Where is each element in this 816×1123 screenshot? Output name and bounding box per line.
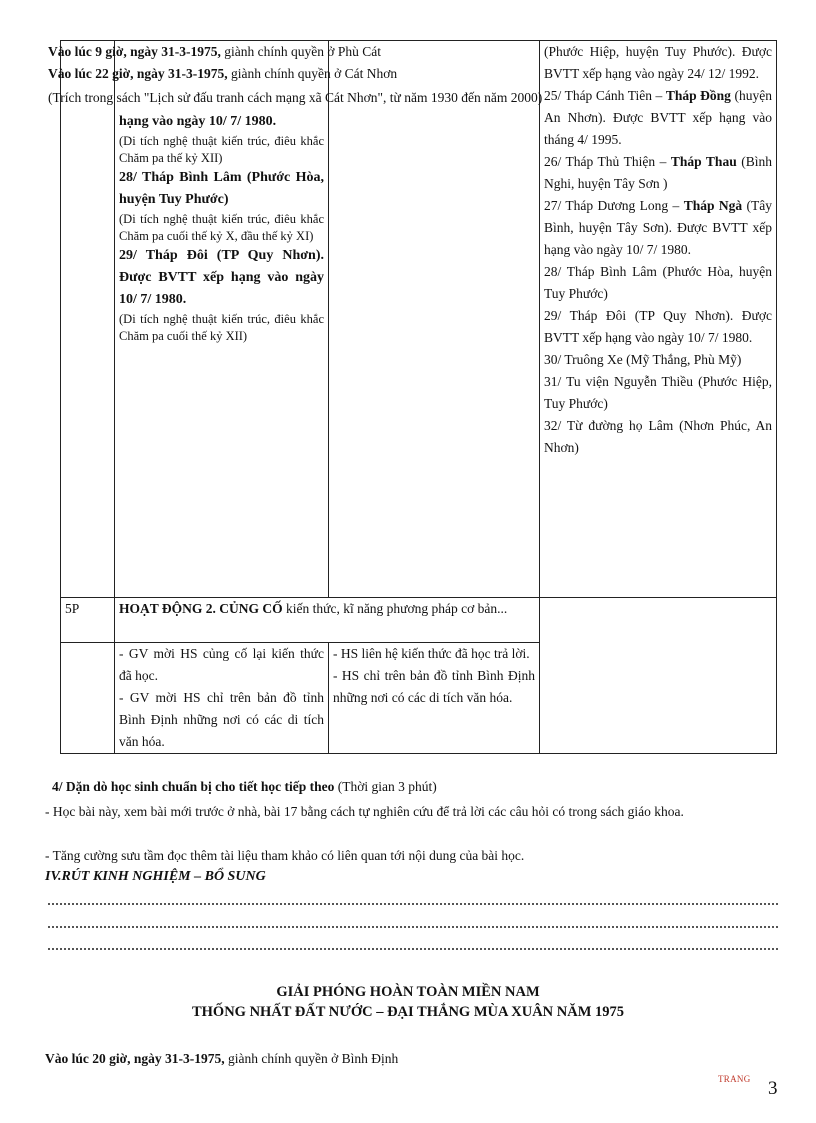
activity-title: HOẠT ĐỘNG 2. CỦNG CỐ kiến thức, kĩ năng phương pháp cơ bản... (115, 598, 540, 643)
sites-cell (115, 41, 329, 598)
site-list-cell (540, 41, 777, 598)
page-label: TRANG (718, 1074, 751, 1084)
time-cell (61, 41, 115, 598)
site-title: 28/ Tháp Bình Lâm (Phước Hòa, huyện Tuy Phước) (119, 170, 324, 207)
overlap-line-2: Vào lúc 22 giờ, ngày 31-3-1975, giành chính quyền ở Cát Nhơn (48, 66, 398, 81)
page-number: 3 (768, 1078, 778, 1099)
site-list-item: 29/ Tháp Đôi (TP Quy Nhơn). Được BVTT xếp hạng vào ngày 10/ 7/ 1980. (544, 308, 772, 345)
table-row (61, 41, 777, 598)
student-activity: - HS liên hệ kiến thức đã học trả lời. - HS chỉ trên bản đồ tỉnh Bình Định những nơi có các di tích văn hóa. (329, 643, 540, 754)
site-title: 29/ Tháp Đôi (TP Quy Nhơn). Được BVTT xếp hạng vào ngày 10/ 7/ 1980. (119, 248, 324, 307)
overlap-line-3: (Trích trong sách "Lịch sử đấu tranh cách mạng xã Cát Nhơn", từ năm 1930 đến năm 2000) (48, 90, 543, 105)
review-heading: IV.RÚT KINH NGHIỆM – BỔ SUNG (45, 869, 266, 884)
site-list-item: 32/ Từ đường họ Lâm (Nhơn Phúc, An Nhơn) (544, 418, 772, 455)
dotted-line (48, 948, 778, 950)
site-note: (Di tích nghệ thuật kiến trúc, điêu khắc Chăm pa cuối thế kỷ X, đầu thế kỷ XI) (119, 212, 324, 243)
table-row (61, 598, 777, 643)
site-list-item: 25/ Tháp Cánh Tiên – Tháp Đồng (huyện An Nhơn). Được BVTT xếp hạng vào tháng 4/ 1995. (544, 88, 772, 147)
section-title-1: GIẢI PHÓNG HOÀN TOÀN MIỀN NAM (276, 984, 540, 1000)
site-note: (Di tích nghệ thuật kiến trúc, điêu khắc Chăm pa thế kỷ XII) (119, 134, 324, 165)
activity-time: 5P (61, 598, 115, 643)
site-list-item: 28/ Tháp Bình Lâm (Phước Hòa, huyện Tuy Phước) (544, 264, 772, 301)
homework-heading: 4/ Dặn dò học sinh chuẩn bị cho tiết học tiếp theo (Thời gian 3 phút) (52, 779, 437, 794)
section-line: Vào lúc 20 giờ, ngày 31-3-1975, giành chính quyền ở Bình Định (45, 1051, 399, 1066)
site-list-item: 26/ Tháp Thủ Thiện – Tháp Thau (Bình Nghi, huyện Tây Sơn ) (544, 154, 772, 191)
site-note: (Di tích nghệ thuật kiến trúc, điêu khắc Chăm pa cuối thế kỷ XII) (119, 312, 324, 343)
site-list-item: 30/ Truông Xe (Mỹ Thắng, Phù Mỹ) (544, 352, 742, 367)
site-title-tail: hạng vào ngày 10/ 7/ 1980. (119, 114, 277, 129)
teacher-activity: - GV mời HS củng cố lại kiến thức đã học. - GV mời HS chỉ trên bản đồ tỉnh Bình Định những nơi có các di tích văn hóa. (115, 643, 329, 754)
dotted-line (48, 926, 778, 928)
site-list-item: 27/ Tháp Dương Long – Tháp Ngà (Tây Bình, huyện Tây Sơn). Được BVTT xếp hạng vào ngày 10/ 7/ 1980. (544, 198, 772, 257)
activity-empty-cell (540, 598, 777, 754)
section-title-2: THỐNG NHẤT ĐẤT NƯỚC – ĐẠI THẮNG MÙA XUÂN NĂM 1975 (191, 1004, 625, 1020)
site-list-item: (Phước Hiệp, huyện Tuy Phước). Được BVTT xếp hạng vào ngày 24/ 12/ 1992. (544, 44, 772, 81)
overlap-line-1: Vào lúc 9 giờ, ngày 31-3-1975, giành chính quyền ở Phù Cát (48, 44, 381, 59)
dotted-line (48, 903, 778, 905)
homework-line-1: - Học bài này, xem bài mới trước ở nhà, bài 17 bằng cách tự nghiên cứu để trả lời các câu hỏi có trong sách giáo khoa. (45, 804, 684, 819)
site-list-item: 31/ Tu viện Nguyễn Thiều (Phước Hiệp, Tuy Phước) (544, 374, 772, 411)
student-cell (329, 41, 540, 598)
homework-line-2: - Tăng cường sưu tầm đọc thêm tài liệu tham khảo có liên quan tới nội dung của bài học. (45, 848, 525, 863)
lesson-table (60, 40, 777, 754)
